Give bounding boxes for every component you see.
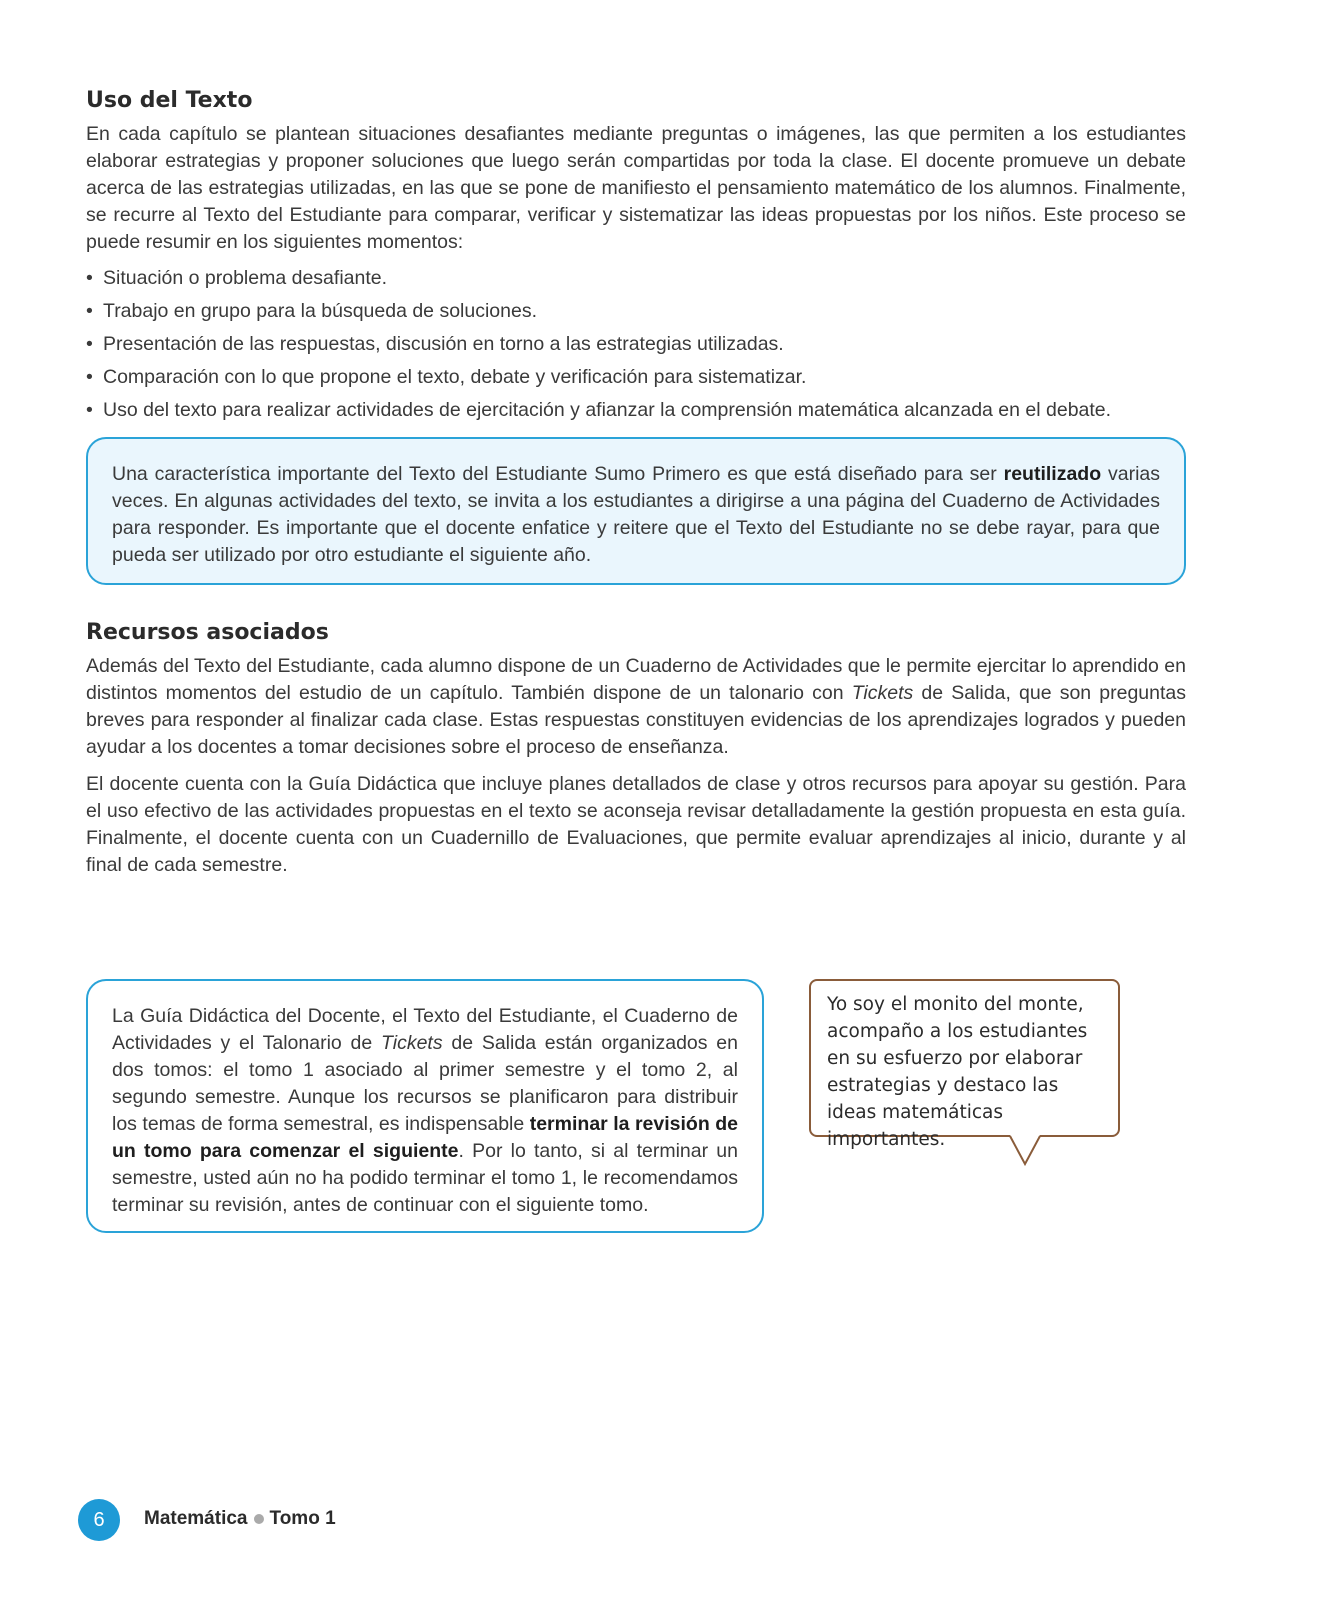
page-number-badge: 6 [78,1499,120,1541]
list-item: • Comparación con lo que propone el texto, debate y verificación para sistematizar. [86,364,1186,391]
section2-paragraph-2: El docente cuenta con la Guía Didáctica que incluye planes detallados de clase y otros recursos para apoyar su gestión. Para el uso efectivo de las actividades propuestas en el texto se aconseja revisar detalladamente la gestión propuesta en esta guía. Finalmente, el docente cuenta con un Cuadernillo de Evaluaciones, que permite evaluar aprendizajes al inicio, durante y al final de cada semestre. [86,773,1186,876]
separator-dot-icon [254,1514,264,1524]
note1-bold: reutilizado [1003,463,1102,485]
section-title-uso-del-texto: Uso del Texto [86,88,253,113]
footer-volume: Tomo 1 [269,1508,336,1529]
footer-subject: Matemática [144,1508,248,1529]
note1-text-before: Una característica importante del Texto del Estudiante Sumo Primero es que está diseñado para ser [112,463,1004,485]
p1-before: Además del Texto del Estudiante, cada alumno dispone de un Cuaderno de Actividades que le permite ejercitar lo aprendido en distintos momentos del estudio de un capítulo. También dispone de un talonario con [86,655,1186,704]
reuse-note-box [86,437,1186,585]
reuse-note-text [112,461,1160,569]
list-item: • Situación o problema desafiante. [86,265,1186,292]
note2-part3: . Por lo tanto, si al terminar un semestre, usted aún no ha podido terminar el tomo 1, le recomendamos terminar su revisión, antes de continuar con el siguiente tomo. [112,1140,738,1216]
speech-bubble-text: Yo soy el monito del monte, acompaño a los estudiantes en su esfuerzo por elaborar estrategias y destaco las ideas matemáticas importantes. [827,994,1088,1150]
volumes-note-box [86,979,764,1233]
note2-part1: La Guía Didáctica del Docente, el Texto del Estudiante, el Cuaderno de Actividades y el Talonario de [112,1005,738,1054]
note2-italic: Tickets [381,1032,443,1054]
section2-paragraph-1 [86,653,1186,761]
section-title-recursos-asociados: Recursos asociados [86,620,329,645]
note2-bold: terminar la revisión de un tomo para comenzar el siguiente [112,1113,738,1162]
list-item: • Trabajo en grupo para la búsqueda de soluciones. [86,298,1186,325]
note1-text-after: varias veces. En algunas actividades del texto, se invita a los estudiantes a dirigirse a una página del Cuaderno de Actividades para responder. Es importante que el docente enfatice y reitere que el Texto del Estudiante no se debe rayar, para que pueda ser utilizado por otro estudiante el siguiente año. [112,463,1160,566]
list-item: • Uso del texto para realizar actividades de ejercitación y afianzar la comprensión matemática alcanzada en el debate. [86,397,1186,424]
section1-paragraph: En cada capítulo se plantean situaciones desafiantes mediante preguntas o imágenes, las que permiten a los estudiantes elaborar estrategias y proponer soluciones que luego serán compartidas por toda la clase. El docente promueve un debate acerca de las estrategias utilizadas, en las que se pone de manifiesto el pensamiento matemático de los alumnos. Finalmente, se recurre al Texto del Estudiante para comparar, verificar y sistematizar las ideas propuestas por los niños. Este proceso se puede resumir en los siguientes momentos: [86,123,1186,253]
speech-bubble-tail-icon [1008,1135,1042,1167]
volumes-note-text [112,1003,738,1219]
footer-label [144,1508,336,1530]
list-item: • Presentación de las respuestas, discusión en torno a las estrategias utilizadas. [86,331,1186,358]
p1-after: de Salida, que son preguntas breves para responder al finalizar cada clase. Estas respuestas constituyen evidencias de los aprendizajes logrados y pueden ayudar a los docentes a tomar decisiones sobre el proceso de enseñanza. [86,682,1187,758]
note2-part2: de Salida están organizados en dos tomos: el tomo 1 asociado al primer semestre y el tomo 2, al segundo semestre. Aunque los recursos se planificaron para distribuir los temas de forma semestral, es indispensable [112,1032,738,1135]
p1-italic: Tickets [851,682,914,704]
speech-bubble [809,979,1120,1150]
moments-list [86,265,1186,430]
